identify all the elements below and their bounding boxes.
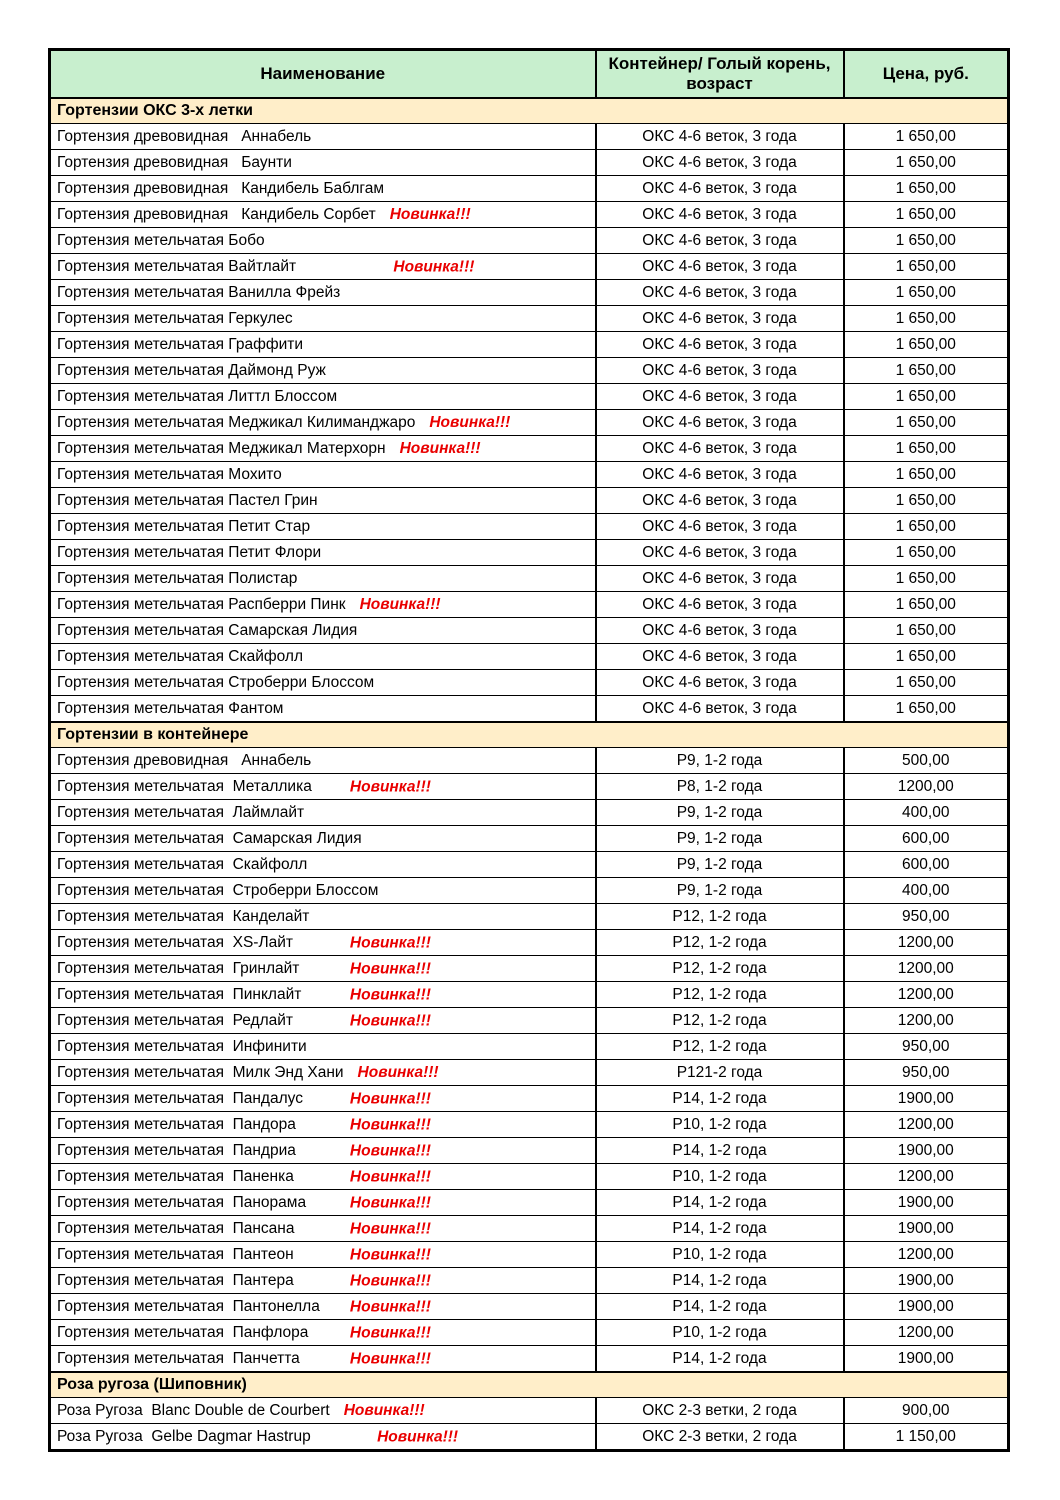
table-row xyxy=(50,566,1009,592)
plant-name-cell xyxy=(50,332,596,358)
table-row xyxy=(50,1034,1009,1060)
section-header-row xyxy=(50,98,1009,124)
new-badge: Новинка!!! xyxy=(349,1349,431,1367)
plant-name: Гортензия метельчатая Пантера xyxy=(57,1271,294,1289)
table-row xyxy=(50,1268,1009,1294)
plant-name: Гортензия метельчатая Панфлора xyxy=(57,1323,309,1341)
price-cell: 1900,00 xyxy=(844,1190,1009,1216)
plant-name: Гортензия метельчатая Строберри Блоссом xyxy=(57,673,375,691)
plant-name-cell xyxy=(50,1242,596,1268)
price-cell: 1 650,00 xyxy=(844,514,1009,540)
container-age-cell: ОКС 4-6 веток, 3 года xyxy=(596,514,844,540)
container-age-cell: ОКС 4-6 веток, 3 года xyxy=(596,670,844,696)
table-row xyxy=(50,930,1009,956)
table-row xyxy=(50,1086,1009,1112)
new-badge: Новинка!!! xyxy=(399,439,481,457)
plant-name: Гортензия метельчатая Гринлайт xyxy=(57,959,300,977)
container-age-cell: P9, 1-2 года xyxy=(596,852,844,878)
plant-name: Гортензия метельчатая Редлайт xyxy=(57,1011,294,1029)
plant-name: Гортензия метельчатая Вайтлайт xyxy=(57,257,297,275)
container-age-cell: ОКС 4-6 веток, 3 года xyxy=(596,696,844,723)
price-cell: 1 650,00 xyxy=(844,332,1009,358)
plant-name: Гортензия метельчатая Ванилла Фрейз xyxy=(57,283,341,301)
container-age-cell: ОКС 4-6 веток, 3 года xyxy=(596,280,844,306)
container-age-cell: ОКС 4-6 веток, 3 года xyxy=(596,176,844,202)
plant-name-cell xyxy=(50,306,596,332)
plant-name: Гортензия метельчатая Пандора xyxy=(57,1115,296,1133)
price-cell: 1 650,00 xyxy=(844,280,1009,306)
plant-name-cell xyxy=(50,618,596,644)
table-row xyxy=(50,826,1009,852)
plant-name: Гортензия метельчатая Геркулес xyxy=(57,309,293,327)
plant-name-cell xyxy=(50,878,596,904)
price-cell: 1200,00 xyxy=(844,1320,1009,1346)
container-age-cell: ОКС 4-6 веток, 3 года xyxy=(596,358,844,384)
section-title: Гортензии в контейнере xyxy=(50,722,1009,748)
plant-name: Гортензия метельчатая Металлика xyxy=(57,777,312,795)
new-badge: Новинка!!! xyxy=(349,777,431,795)
price-cell: 600,00 xyxy=(844,826,1009,852)
price-table xyxy=(48,48,1010,1452)
plant-name: Гортензия метельчатая Фантом xyxy=(57,699,284,717)
price-cell: 1 650,00 xyxy=(844,436,1009,462)
plant-name-cell xyxy=(50,150,596,176)
price-cell: 1 650,00 xyxy=(844,566,1009,592)
plant-name-cell xyxy=(50,436,596,462)
table-row xyxy=(50,800,1009,826)
container-age-cell: P14, 1-2 года xyxy=(596,1138,844,1164)
new-badge: Новинка!!! xyxy=(349,1193,431,1211)
container-age-cell: ОКС 4-6 веток, 3 года xyxy=(596,124,844,150)
plant-name-cell xyxy=(50,1398,596,1424)
price-cell: 1200,00 xyxy=(844,1008,1009,1034)
price-cell: 1 650,00 xyxy=(844,592,1009,618)
plant-name-cell xyxy=(50,1086,596,1112)
plant-name-cell xyxy=(50,566,596,592)
plant-name: Гортензия метельчатая Лаймлайт xyxy=(57,803,305,821)
container-age-cell: P8, 1-2 года xyxy=(596,774,844,800)
table-row xyxy=(50,904,1009,930)
container-age-cell: ОКС 4-6 веток, 3 года xyxy=(596,618,844,644)
plant-name-cell xyxy=(50,1320,596,1346)
plant-name: Гортензия метельчатая Скайфолл xyxy=(57,647,304,665)
price-cell: 1 650,00 xyxy=(844,254,1009,280)
price-cell: 950,00 xyxy=(844,1060,1009,1086)
table-row xyxy=(50,1424,1009,1451)
plant-name: Гортензия метельчатая Скайфолл xyxy=(57,855,308,873)
plant-name-cell xyxy=(50,826,596,852)
plant-name: Гортензия метельчатая Литтл Блоссом xyxy=(57,387,338,405)
plant-name: Гортензия древовидная Аннабель xyxy=(57,751,312,769)
price-cell: 1 650,00 xyxy=(844,644,1009,670)
new-badge: Новинка!!! xyxy=(349,1245,431,1263)
plant-name: Гортензия метельчатая Самарская Лидия xyxy=(57,621,358,639)
new-badge: Новинка!!! xyxy=(349,1219,431,1237)
plant-name: Гортензия древовидная Кандибель Сорбет xyxy=(57,205,376,223)
container-age-cell: ОКС 4-6 веток, 3 года xyxy=(596,228,844,254)
table-row xyxy=(50,202,1009,228)
new-badge: Новинка!!! xyxy=(349,1167,431,1185)
plant-name: Гортензия древовидная Аннабель xyxy=(57,127,312,145)
price-cell: 1 650,00 xyxy=(844,670,1009,696)
plant-name: Гортензия метельчатая Панчетта xyxy=(57,1349,300,1367)
price-cell: 1 650,00 xyxy=(844,176,1009,202)
plant-name-cell xyxy=(50,748,596,774)
plant-name: Роза Ругоза Gelbe Dagmar Hastrup xyxy=(57,1427,311,1445)
plant-name: Гортензия метельчатая Мохито xyxy=(57,465,282,483)
table-row xyxy=(50,306,1009,332)
plant-name: Гортензия метельчатая Милк Энд Хани xyxy=(57,1063,344,1081)
container-age-cell: P12, 1-2 года xyxy=(596,1008,844,1034)
table-row xyxy=(50,280,1009,306)
plant-name-cell xyxy=(50,904,596,930)
price-cell: 1 650,00 xyxy=(844,150,1009,176)
table-row xyxy=(50,1320,1009,1346)
price-cell: 950,00 xyxy=(844,1034,1009,1060)
plant-name: Гортензия метельчатая Распберри Пинк xyxy=(57,595,346,613)
container-age-cell: P9, 1-2 года xyxy=(596,800,844,826)
table-row xyxy=(50,878,1009,904)
plant-name: Гортензия метельчатая Меджикал Матерхорн xyxy=(57,439,386,457)
table-row xyxy=(50,748,1009,774)
plant-name-cell xyxy=(50,852,596,878)
price-cell: 1900,00 xyxy=(844,1086,1009,1112)
table-row xyxy=(50,852,1009,878)
plant-name-cell xyxy=(50,202,596,228)
container-age-cell: P14, 1-2 года xyxy=(596,1086,844,1112)
table-row xyxy=(50,150,1009,176)
container-age-cell: ОКС 4-6 веток, 3 года xyxy=(596,644,844,670)
price-cell: 1900,00 xyxy=(844,1138,1009,1164)
plant-name-cell xyxy=(50,1216,596,1242)
new-badge: Новинка!!! xyxy=(349,1297,431,1315)
new-badge: Новинка!!! xyxy=(377,1427,459,1445)
container-age-cell: P12, 1-2 года xyxy=(596,930,844,956)
plant-name-cell xyxy=(50,592,596,618)
col-header-name: Наименование xyxy=(50,50,596,99)
section-title: Роза ругоза (Шиповник) xyxy=(50,1372,1009,1398)
plant-name: Гортензия метельчатая Панорама xyxy=(57,1193,307,1211)
section-header-row xyxy=(50,1372,1009,1398)
price-cell: 600,00 xyxy=(844,852,1009,878)
container-age-cell: ОКС 2-3 ветки, 2 года xyxy=(596,1424,844,1451)
price-cell: 1900,00 xyxy=(844,1346,1009,1373)
table-row xyxy=(50,436,1009,462)
new-badge: Новинка!!! xyxy=(349,933,431,951)
table-section xyxy=(50,98,1009,722)
plant-name: Гортензия древовидная Баунти xyxy=(57,153,292,171)
new-badge: Новинка!!! xyxy=(349,1141,431,1159)
price-cell: 1200,00 xyxy=(844,1164,1009,1190)
container-age-cell: P9, 1-2 года xyxy=(596,748,844,774)
plant-name-cell xyxy=(50,1060,596,1086)
price-cell: 950,00 xyxy=(844,904,1009,930)
plant-name: Гортензия метельчатая Паненка xyxy=(57,1167,294,1185)
plant-name-cell xyxy=(50,1164,596,1190)
table-row xyxy=(50,956,1009,982)
container-age-cell: P10, 1-2 года xyxy=(596,1164,844,1190)
plant-name-cell xyxy=(50,1268,596,1294)
plant-name: Гортензия метельчатая Бобо xyxy=(57,231,265,249)
new-badge: Новинка!!! xyxy=(349,1271,431,1289)
table-section xyxy=(50,722,1009,1372)
new-badge: Новинка!!! xyxy=(343,1401,425,1419)
price-cell: 1 650,00 xyxy=(844,462,1009,488)
table-row xyxy=(50,1216,1009,1242)
price-cell: 400,00 xyxy=(844,878,1009,904)
container-age-cell: ОКС 4-6 веток, 3 года xyxy=(596,566,844,592)
container-age-cell: ОКС 2-3 ветки, 2 года xyxy=(596,1398,844,1424)
plant-name-cell xyxy=(50,384,596,410)
plant-name-cell xyxy=(50,1190,596,1216)
container-age-cell: P10, 1-2 года xyxy=(596,1320,844,1346)
container-age-cell: P12, 1-2 года xyxy=(596,956,844,982)
plant-name-cell xyxy=(50,410,596,436)
container-age-cell: P14, 1-2 года xyxy=(596,1268,844,1294)
container-age-cell: P9, 1-2 года xyxy=(596,826,844,852)
table-row xyxy=(50,1242,1009,1268)
price-cell: 1 650,00 xyxy=(844,306,1009,332)
plant-name-cell xyxy=(50,488,596,514)
table-row xyxy=(50,1008,1009,1034)
col-header-container: Контейнер/ Голый корень, возраст xyxy=(596,50,844,99)
plant-name: Гортензия метельчатая Строберри Блоссом xyxy=(57,881,379,899)
plant-name-cell xyxy=(50,800,596,826)
container-age-cell: P10, 1-2 года xyxy=(596,1112,844,1138)
plant-name-cell xyxy=(50,280,596,306)
table-row xyxy=(50,124,1009,150)
table-row xyxy=(50,1294,1009,1320)
plant-name-cell xyxy=(50,670,596,696)
table-row xyxy=(50,228,1009,254)
plant-name-cell xyxy=(50,1424,596,1451)
price-cell: 1200,00 xyxy=(844,1112,1009,1138)
price-cell: 1200,00 xyxy=(844,956,1009,982)
plant-name: Гортензия метельчатая XS-Лайт xyxy=(57,933,293,951)
plant-name-cell xyxy=(50,462,596,488)
table-row xyxy=(50,384,1009,410)
plant-name-cell xyxy=(50,644,596,670)
table-row xyxy=(50,410,1009,436)
price-cell: 1900,00 xyxy=(844,1216,1009,1242)
table-row xyxy=(50,696,1009,723)
plant-name-cell xyxy=(50,514,596,540)
table-row xyxy=(50,618,1009,644)
table-row xyxy=(50,644,1009,670)
container-age-cell: ОКС 4-6 веток, 3 года xyxy=(596,410,844,436)
plant-name: Гортензия метельчатая Самарская Лидия xyxy=(57,829,362,847)
new-badge: Новинка!!! xyxy=(349,1011,431,1029)
table-row xyxy=(50,592,1009,618)
price-cell: 1900,00 xyxy=(844,1294,1009,1320)
price-cell: 1 650,00 xyxy=(844,410,1009,436)
container-age-cell: P14, 1-2 года xyxy=(596,1216,844,1242)
plant-name: Гортензия метельчатая Пансана xyxy=(57,1219,295,1237)
container-age-cell: P10, 1-2 года xyxy=(596,1242,844,1268)
plant-name: Гортензия метельчатая Петит Стар xyxy=(57,517,311,535)
plant-name-cell xyxy=(50,1008,596,1034)
container-age-cell: P14, 1-2 года xyxy=(596,1294,844,1320)
plant-name: Гортензия метельчатая Пандриа xyxy=(57,1141,296,1159)
plant-name: Роза Ругоза Blanc Double de Courbert xyxy=(57,1401,330,1419)
price-cell: 1900,00 xyxy=(844,1268,1009,1294)
plant-name-cell xyxy=(50,930,596,956)
price-cell: 1200,00 xyxy=(844,982,1009,1008)
price-cell: 1200,00 xyxy=(844,1242,1009,1268)
plant-name: Гортензия метельчатая Канделайт xyxy=(57,907,310,925)
price-cell: 1 650,00 xyxy=(844,696,1009,723)
price-cell: 1 650,00 xyxy=(844,384,1009,410)
container-age-cell: P9, 1-2 года xyxy=(596,878,844,904)
plant-name-cell xyxy=(50,358,596,384)
plant-name-cell xyxy=(50,254,596,280)
section-header-row xyxy=(50,722,1009,748)
plant-name: Гортензия метельчатая Петит Флори xyxy=(57,543,322,561)
container-age-cell: ОКС 4-6 веток, 3 года xyxy=(596,592,844,618)
container-age-cell: ОКС 4-6 веток, 3 года xyxy=(596,488,844,514)
table-row xyxy=(50,488,1009,514)
plant-name-cell xyxy=(50,540,596,566)
table-row xyxy=(50,358,1009,384)
plant-name-cell xyxy=(50,1138,596,1164)
plant-name-cell xyxy=(50,956,596,982)
table-row xyxy=(50,254,1009,280)
col-header-price: Цена, руб. xyxy=(844,50,1009,99)
price-cell: 900,00 xyxy=(844,1398,1009,1424)
table-row xyxy=(50,1190,1009,1216)
price-cell: 500,00 xyxy=(844,748,1009,774)
container-age-cell: ОКС 4-6 веток, 3 года xyxy=(596,540,844,566)
table-row xyxy=(50,1398,1009,1424)
price-cell: 1 150,00 xyxy=(844,1424,1009,1451)
plant-name-cell xyxy=(50,176,596,202)
table-row xyxy=(50,1112,1009,1138)
table-row xyxy=(50,332,1009,358)
table-header xyxy=(50,50,1009,99)
container-age-cell: ОКС 4-6 веток, 3 года xyxy=(596,306,844,332)
table-row xyxy=(50,1346,1009,1373)
price-cell: 1 650,00 xyxy=(844,124,1009,150)
new-badge: Новинка!!! xyxy=(393,257,475,275)
table-row xyxy=(50,462,1009,488)
container-age-cell: P14, 1-2 года xyxy=(596,1346,844,1373)
plant-name: Гортензия метельчатая Пинклайт xyxy=(57,985,302,1003)
price-cell: 1 650,00 xyxy=(844,228,1009,254)
table-row xyxy=(50,982,1009,1008)
container-age-cell: P12, 1-2 года xyxy=(596,904,844,930)
plant-name: Гортензия метельчатая Инфинити xyxy=(57,1037,307,1055)
plant-name-cell xyxy=(50,1034,596,1060)
plant-name: Гортензия метельчатая Даймонд Руж xyxy=(57,361,326,379)
container-age-cell: ОКС 4-6 веток, 3 года xyxy=(596,150,844,176)
new-badge: Новинка!!! xyxy=(357,1063,439,1081)
section-title: Гортензии ОКС 3-х летки xyxy=(50,98,1009,124)
table-row xyxy=(50,774,1009,800)
new-badge: Новинка!!! xyxy=(359,595,441,613)
plant-name: Гортензия древовидная Кандибель Баблгам xyxy=(57,179,384,197)
table-row xyxy=(50,514,1009,540)
container-age-cell: ОКС 4-6 веток, 3 года xyxy=(596,254,844,280)
price-cell: 1 650,00 xyxy=(844,358,1009,384)
plant-name-cell xyxy=(50,696,596,723)
table-section xyxy=(50,1372,1009,1451)
new-badge: Новинка!!! xyxy=(349,959,431,977)
plant-name-cell xyxy=(50,1112,596,1138)
plant-name-cell xyxy=(50,1294,596,1320)
plant-name-cell xyxy=(50,1346,596,1373)
container-age-cell: P14, 1-2 года xyxy=(596,1190,844,1216)
price-cell: 1 650,00 xyxy=(844,618,1009,644)
new-badge: Новинка!!! xyxy=(429,413,511,431)
price-cell: 1200,00 xyxy=(844,930,1009,956)
plant-name: Гортензия метельчатая Пастел Грин xyxy=(57,491,318,509)
price-cell: 400,00 xyxy=(844,800,1009,826)
price-cell: 1200,00 xyxy=(844,774,1009,800)
container-age-cell: ОКС 4-6 веток, 3 года xyxy=(596,436,844,462)
plant-name-cell xyxy=(50,124,596,150)
container-age-cell: P12, 1-2 года xyxy=(596,982,844,1008)
price-cell: 1 650,00 xyxy=(844,540,1009,566)
plant-name: Гортензия метельчатая Меджикал Килиманджаро xyxy=(57,413,416,431)
plant-name-cell xyxy=(50,774,596,800)
container-age-cell: ОКС 4-6 веток, 3 года xyxy=(596,462,844,488)
price-cell: 1 650,00 xyxy=(844,488,1009,514)
container-age-cell: P12, 1-2 года xyxy=(596,1034,844,1060)
price-cell: 1 650,00 xyxy=(844,202,1009,228)
table-row xyxy=(50,1138,1009,1164)
plant-name: Гортензия метельчатая Полистар xyxy=(57,569,298,587)
table-row xyxy=(50,176,1009,202)
plant-name-cell xyxy=(50,982,596,1008)
plant-name: Гортензия метельчатая Пантеон xyxy=(57,1245,294,1263)
new-badge: Новинка!!! xyxy=(349,1323,431,1341)
plant-name: Гортензия метельчатая Граффити xyxy=(57,335,303,353)
new-badge: Новинка!!! xyxy=(389,205,471,223)
header-row xyxy=(50,50,1009,99)
plant-name: Гортензия метельчатая Пантонелла xyxy=(57,1297,320,1315)
container-age-cell: ОКС 4-6 веток, 3 года xyxy=(596,202,844,228)
container-age-cell: ОКС 4-6 веток, 3 года xyxy=(596,384,844,410)
table-row xyxy=(50,670,1009,696)
container-age-cell: ОКС 4-6 веток, 3 года xyxy=(596,332,844,358)
new-badge: Новинка!!! xyxy=(349,1115,431,1133)
table-row xyxy=(50,1060,1009,1086)
new-badge: Новинка!!! xyxy=(349,1089,431,1107)
table-row xyxy=(50,1164,1009,1190)
plant-name-cell xyxy=(50,228,596,254)
new-badge: Новинка!!! xyxy=(349,985,431,1003)
container-age-cell: P121-2 года xyxy=(596,1060,844,1086)
plant-name: Гортензия метельчатая Пандалус xyxy=(57,1089,303,1107)
table-row xyxy=(50,540,1009,566)
